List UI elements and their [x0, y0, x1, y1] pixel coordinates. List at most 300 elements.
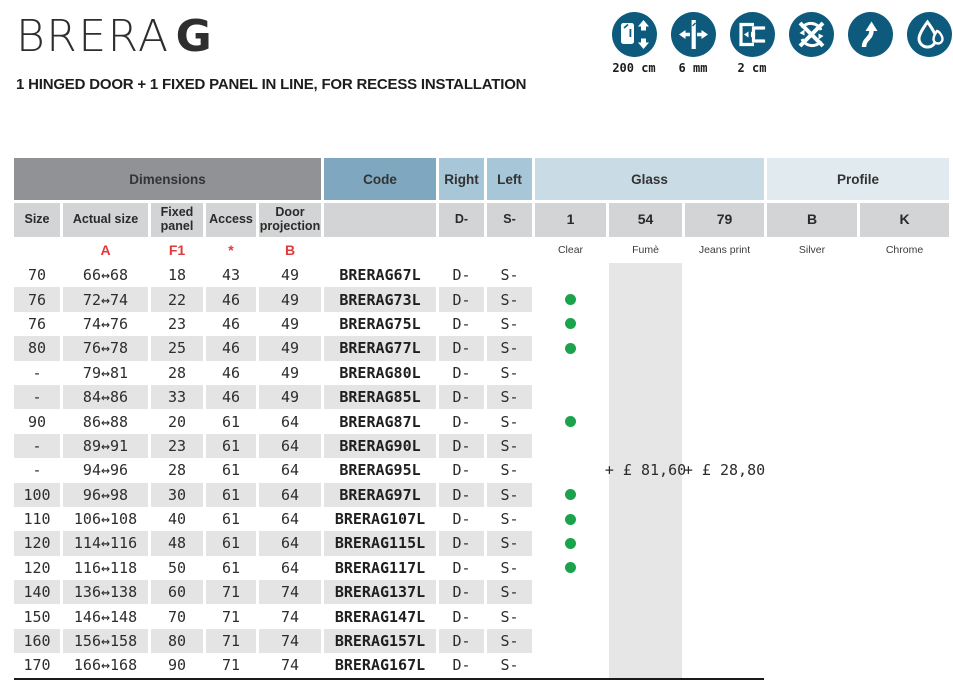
cell-glass-clear	[535, 434, 606, 458]
cell-door-projection: 49	[259, 287, 321, 311]
cell-actual-size: 74↔76	[82, 314, 129, 333]
not-reversible-icon	[789, 12, 834, 57]
cell-fixed-panel: 28	[167, 363, 187, 382]
feature-label: 6 mm	[678, 61, 708, 75]
group-profile: Profile	[767, 158, 949, 200]
table-row	[14, 507, 949, 531]
cell-access: 43	[221, 266, 241, 285]
clear-glass-available-dot	[565, 343, 576, 354]
col-right-code: D-	[439, 203, 484, 237]
cell-product-code: BRERAG107L	[334, 510, 426, 529]
cell-product-code: BRERAG67L	[339, 266, 421, 285]
cell-glass-jeans-print	[685, 507, 764, 531]
cell-access: 61	[221, 461, 241, 480]
finish-fume: Fumè	[632, 244, 659, 256]
cell-right-code: D-	[439, 385, 484, 409]
cell-profile-k	[860, 629, 949, 653]
cell-glass-fume	[609, 312, 682, 336]
cell-product-code: BRERAG77L	[324, 336, 436, 360]
cell-product-code: BRERAG97L	[324, 483, 436, 507]
feature-water-repellent	[906, 12, 952, 75]
cell-access: 71	[221, 656, 241, 675]
finish-silver: Silver	[798, 244, 826, 256]
cell-right-code: D-	[439, 580, 484, 604]
cell-glass-clear	[535, 385, 606, 409]
feature-not-reversible	[788, 12, 834, 75]
cell-profile-k	[860, 361, 949, 385]
cell-glass-fume	[609, 507, 682, 531]
reversible-icon	[848, 12, 893, 57]
cell-actual-size: 116↔118	[73, 558, 138, 577]
cell-door-projection: 64	[259, 531, 321, 555]
cell-profile-k	[860, 580, 949, 604]
finish-chrome: Chrome	[885, 244, 924, 256]
cell-product-code: BRERAG167L	[334, 656, 426, 675]
cell-left-code: S-	[487, 385, 532, 409]
cell-profile-b	[767, 287, 857, 311]
col-profile-b: B	[767, 203, 857, 237]
cell-profile-k	[860, 434, 949, 458]
col-code-spacer	[324, 203, 436, 237]
table-row	[14, 556, 949, 580]
cell-door-projection: 49	[280, 363, 300, 382]
cell-glass-jeans-print	[685, 361, 764, 385]
table-row	[14, 263, 949, 287]
cell-glass-clear	[535, 604, 606, 628]
cell-left-code: S-	[487, 531, 532, 555]
cell-fixed-panel: 90	[167, 656, 187, 675]
cell-product-code: BRERAG87L	[339, 412, 421, 431]
group-dimensions: Dimensions	[14, 158, 321, 200]
table-group-header	[14, 158, 949, 200]
cell-access: 61	[221, 558, 241, 577]
cell-left-code: S-	[500, 607, 519, 626]
letter-access: *	[228, 242, 234, 258]
table-row	[14, 629, 949, 653]
cell-product-code: BRERAG137L	[324, 580, 436, 604]
cell-product-code: BRERAG75L	[339, 314, 421, 333]
cell-right-code: D-	[439, 434, 484, 458]
col-glass-79: 79	[685, 203, 764, 237]
table-row	[14, 604, 949, 628]
cell-glass-jeans-print	[685, 653, 764, 677]
cell-right-code: D-	[452, 412, 471, 431]
cell-glass-jeans-print	[685, 483, 764, 507]
group-code: Code	[324, 158, 436, 200]
product-subtitle: 1 HINGED DOOR + 1 FIXED PANEL IN LINE, FOR RECESS INSTALLATION	[16, 76, 527, 94]
clear-glass-available-dot	[565, 416, 576, 427]
cell-access: 61	[206, 483, 256, 507]
cell-size: -	[32, 461, 42, 480]
cell-right-code: D-	[452, 314, 471, 333]
cell-product-code: BRERAG80L	[339, 363, 421, 382]
table-row	[14, 458, 949, 482]
cell-size: 76	[14, 287, 60, 311]
cell-glass-jeans-print	[685, 580, 764, 604]
cell-door-projection: 74	[280, 656, 300, 675]
cell-glass-fume	[609, 653, 682, 677]
feature-glass-thickness	[670, 12, 716, 75]
cell-fixed-panel: 40	[167, 510, 187, 529]
cell-left-code: S-	[487, 629, 532, 653]
cell-actual-size: 66↔68	[82, 266, 129, 285]
cell-door-projection: 74	[259, 580, 321, 604]
feature-reversible	[847, 12, 893, 75]
cell-left-code: S-	[500, 363, 519, 382]
table-row	[14, 580, 949, 604]
cell-size: 110	[23, 510, 51, 529]
cell-glass-fume	[609, 580, 682, 604]
table-row	[14, 336, 949, 360]
cell-fixed-panel: 28	[167, 461, 187, 480]
feature-icons	[611, 12, 952, 75]
col-glass-54: 54	[609, 203, 682, 237]
cell-door-projection: 49	[280, 266, 300, 285]
cell-glass-fume	[609, 409, 682, 433]
product-model: G	[175, 11, 212, 62]
cell-profile-k	[860, 287, 949, 311]
cell-profile-k	[860, 483, 949, 507]
cell-profile-b	[767, 556, 857, 580]
cell-profile-b	[767, 263, 857, 287]
clear-glass-available-dot	[565, 294, 576, 305]
col-actual-size: Actual size	[63, 203, 148, 237]
cell-product-code: BRERAG90L	[324, 434, 436, 458]
cell-door-projection: 49	[259, 385, 321, 409]
cell-profile-k	[860, 336, 949, 360]
cell-right-code: D-	[439, 336, 484, 360]
cell-left-code: S-	[487, 483, 532, 507]
cell-fixed-panel: 20	[167, 412, 187, 431]
cell-actual-size: 89↔91	[63, 434, 148, 458]
cell-profile-k	[860, 604, 949, 628]
table-row	[14, 434, 949, 458]
cell-left-code: S-	[487, 580, 532, 604]
cell-right-code: D-	[452, 461, 471, 480]
cell-product-code: BRERAG85L	[324, 385, 436, 409]
cell-product-code: BRERAG147L	[334, 607, 426, 626]
letter-door-projection: B	[284, 242, 296, 258]
cell-product-code: BRERAG117L	[334, 558, 426, 577]
cell-glass-jeans-print	[685, 312, 764, 336]
cell-profile-k	[860, 263, 949, 287]
cell-size: 100	[14, 483, 60, 507]
water-repellent-icon	[907, 12, 952, 57]
cell-left-code: S-	[500, 656, 519, 675]
cell-fixed-panel: 48	[151, 531, 203, 555]
cell-glass-jeans-print	[685, 434, 764, 458]
clear-glass-available-dot	[565, 318, 576, 329]
cell-glass-jeans-print	[685, 629, 764, 653]
cell-product-code: BRERAG157L	[324, 629, 436, 653]
cell-door-projection: 49	[259, 336, 321, 360]
cell-fixed-panel: 23	[151, 434, 203, 458]
cell-fixed-panel: 25	[151, 336, 203, 360]
cell-profile-k	[860, 385, 949, 409]
table-row	[14, 312, 949, 336]
cell-access: 46	[206, 385, 256, 409]
cell-profile-b	[767, 653, 857, 677]
cell-access: 71	[206, 580, 256, 604]
cell-access: 61	[206, 531, 256, 555]
col-left-code: S-	[487, 203, 532, 237]
cell-door-projection: 64	[259, 434, 321, 458]
cell-fixed-panel: 22	[151, 287, 203, 311]
clear-glass-available-dot	[565, 562, 576, 573]
cell-fixed-panel: 33	[151, 385, 203, 409]
cell-left-code: S-	[500, 412, 519, 431]
cell-profile-b	[767, 385, 857, 409]
cell-glass-jeans-print	[685, 385, 764, 409]
cell-glass-clear	[535, 263, 606, 287]
col-glass-1: 1	[535, 203, 606, 237]
cell-glass-jeans-print	[685, 531, 764, 555]
cell-profile-b	[767, 604, 857, 628]
cell-fixed-panel: 50	[167, 558, 187, 577]
cell-profile-b	[767, 312, 857, 336]
col-fixed-panel: Fixed panel	[151, 203, 203, 237]
cell-profile-b	[767, 629, 857, 653]
col-size: Size	[14, 203, 60, 237]
table-bottom-rule	[14, 678, 764, 680]
cell-profile-k	[860, 653, 949, 677]
table-row	[14, 385, 949, 409]
group-left: Left	[487, 158, 532, 200]
cell-glass-fume: + £ 81,60	[609, 458, 682, 482]
group-glass: Glass	[535, 158, 764, 200]
cell-glass-fume	[609, 556, 682, 580]
cell-glass-clear	[535, 483, 606, 507]
table-column-header	[14, 203, 949, 237]
glass-thickness-icon	[671, 12, 716, 57]
cell-profile-k	[860, 312, 949, 336]
cell-right-code: D-	[452, 510, 471, 529]
cell-fixed-panel: 23	[167, 314, 187, 333]
cell-door-projection: 64	[280, 412, 300, 431]
cell-size: -	[14, 434, 60, 458]
cell-door-projection: 74	[280, 607, 300, 626]
cell-actual-size: 84↔86	[63, 385, 148, 409]
feature-label: 200 cm	[612, 61, 656, 75]
cell-fixed-panel: 30	[151, 483, 203, 507]
letter-actual-size: A	[100, 242, 111, 258]
cell-left-code: S-	[500, 558, 519, 577]
cell-profile-k	[860, 531, 949, 555]
cell-fixed-panel: 60	[151, 580, 203, 604]
cell-left-code: S-	[487, 287, 532, 311]
cell-glass-fume	[609, 263, 682, 287]
cell-left-code: S-	[500, 314, 519, 333]
feature-label: 2 cm	[737, 61, 767, 75]
clear-glass-available-dot	[565, 489, 576, 500]
cell-size: -	[32, 363, 42, 382]
cell-size: -	[14, 385, 60, 409]
cell-access: 61	[221, 412, 241, 431]
cell-glass-fume	[609, 531, 682, 555]
cell-size: 90	[27, 412, 47, 431]
group-right: Right	[439, 158, 484, 200]
cell-glass-clear	[535, 409, 606, 433]
cell-left-code: S-	[500, 510, 519, 529]
cell-actual-size: 72↔74	[63, 287, 148, 311]
cell-size: 170	[23, 656, 51, 675]
table-body	[14, 263, 949, 678]
cell-right-code: D-	[452, 607, 471, 626]
cell-glass-clear	[535, 458, 606, 482]
cell-actual-size: 156↔158	[63, 629, 148, 653]
letter-fixed-panel: F1	[168, 242, 186, 258]
cell-glass-fume	[609, 434, 682, 458]
col-door-projection: Door projection	[259, 203, 321, 237]
cell-glass-jeans-print: + £ 28,80	[683, 461, 766, 480]
cell-glass-clear	[535, 507, 606, 531]
cell-actual-size: 106↔108	[73, 510, 138, 529]
cell-access: 61	[221, 510, 241, 529]
cell-glass-clear	[535, 287, 606, 311]
cell-right-code: D-	[439, 629, 484, 653]
cell-size: 120	[14, 531, 60, 555]
cell-profile-k	[860, 556, 949, 580]
cell-glass-jeans-print	[685, 263, 764, 287]
cell-glass-jeans-print	[685, 336, 764, 360]
cell-glass-fume	[609, 336, 682, 360]
cell-glass-jeans-print	[685, 604, 764, 628]
cell-actual-size: 94↔96	[82, 461, 129, 480]
finish-jeans-print: Jeans print	[698, 244, 751, 256]
cell-door-projection: 74	[259, 629, 321, 653]
cell-product-code: BRERAG95L	[339, 461, 421, 480]
cell-profile-b	[767, 507, 857, 531]
cell-actual-size: 114↔116	[63, 531, 148, 555]
cell-door-projection: 49	[280, 314, 300, 333]
cell-left-code: S-	[500, 266, 519, 285]
cell-profile-k	[860, 409, 949, 433]
cell-right-code: D-	[452, 656, 471, 675]
table-row	[14, 483, 949, 507]
cell-right-code: D-	[439, 531, 484, 555]
cell-actual-size: 166↔168	[73, 656, 138, 675]
cell-glass-clear	[535, 653, 606, 677]
table-row	[14, 361, 949, 385]
cell-actual-size: 86↔88	[82, 412, 129, 431]
cell-actual-size: 146↔148	[73, 607, 138, 626]
cell-fixed-panel: 70	[167, 607, 187, 626]
cell-glass-clear	[535, 580, 606, 604]
col-profile-k: K	[860, 203, 949, 237]
spec-table	[14, 158, 949, 680]
cell-fixed-panel: 80	[151, 629, 203, 653]
cell-size: 70	[27, 266, 47, 285]
cell-size: 76	[27, 314, 47, 333]
cell-glass-jeans-print	[685, 409, 764, 433]
cell-glass-clear	[535, 312, 606, 336]
product-title	[16, 11, 526, 62]
cell-glass-clear	[535, 629, 606, 653]
cell-glass-clear	[535, 531, 606, 555]
cell-glass-clear	[535, 336, 606, 360]
cell-actual-size: 76↔78	[63, 336, 148, 360]
cell-left-code: S-	[487, 336, 532, 360]
cell-access: 71	[206, 629, 256, 653]
cell-right-code: D-	[439, 483, 484, 507]
col-access: Access	[206, 203, 256, 237]
cell-door-projection: 64	[280, 558, 300, 577]
table-row	[14, 653, 949, 677]
cell-size: 160	[14, 629, 60, 653]
cell-profile-b	[767, 580, 857, 604]
feature-adjustable-height	[611, 12, 657, 75]
cell-fixed-panel: 18	[167, 266, 187, 285]
cell-access: 46	[221, 363, 241, 382]
cell-profile-b	[767, 361, 857, 385]
cell-access: 61	[206, 434, 256, 458]
cell-right-code: D-	[439, 287, 484, 311]
page-header	[16, 11, 527, 94]
cell-access: 46	[206, 336, 256, 360]
finish-clear: Clear	[557, 244, 584, 256]
adjustable-height-icon	[612, 12, 657, 57]
cell-access: 71	[221, 607, 241, 626]
cell-left-code: S-	[500, 461, 519, 480]
cell-right-code: D-	[452, 363, 471, 382]
clear-glass-available-dot	[565, 538, 576, 549]
cell-profile-b	[767, 483, 857, 507]
cell-size: 140	[14, 580, 60, 604]
cell-size: 150	[23, 607, 51, 626]
table-letter-row	[14, 237, 949, 263]
cell-profile-b	[767, 409, 857, 433]
cell-glass-fume	[609, 385, 682, 409]
feature-extensibility	[729, 12, 775, 75]
cell-glass-fume	[609, 604, 682, 628]
cell-right-code: D-	[452, 266, 471, 285]
cell-access: 46	[221, 314, 241, 333]
table-row	[14, 409, 949, 433]
cell-glass-fume	[609, 629, 682, 653]
cell-size: 80	[14, 336, 60, 360]
cell-glass-fume	[609, 361, 682, 385]
cell-right-code: D-	[452, 558, 471, 577]
cell-actual-size: 136↔138	[63, 580, 148, 604]
cell-profile-b	[767, 434, 857, 458]
cell-glass-fume	[609, 483, 682, 507]
table-row	[14, 287, 949, 311]
product-brand: BRERA	[16, 11, 170, 62]
cell-glass-clear	[535, 556, 606, 580]
cell-glass-fume	[609, 287, 682, 311]
cell-door-projection: 64	[280, 510, 300, 529]
cell-product-code: BRERAG73L	[324, 287, 436, 311]
cell-actual-size: 96↔98	[63, 483, 148, 507]
cell-profile-b	[767, 458, 857, 482]
cell-door-projection: 64	[259, 483, 321, 507]
cell-actual-size: 79↔81	[82, 363, 129, 382]
cell-profile-b	[767, 531, 857, 555]
cell-access: 46	[206, 287, 256, 311]
cell-glass-jeans-print	[685, 287, 764, 311]
cell-left-code: S-	[487, 434, 532, 458]
cell-door-projection: 64	[280, 461, 300, 480]
cell-glass-clear	[535, 361, 606, 385]
cell-profile-b	[767, 336, 857, 360]
extensibility-icon	[730, 12, 775, 57]
cell-profile-k	[860, 507, 949, 531]
cell-profile-k	[860, 458, 949, 482]
table-row	[14, 531, 949, 555]
clear-glass-available-dot	[565, 514, 576, 525]
cell-product-code: BRERAG115L	[324, 531, 436, 555]
cell-size: 120	[23, 558, 51, 577]
